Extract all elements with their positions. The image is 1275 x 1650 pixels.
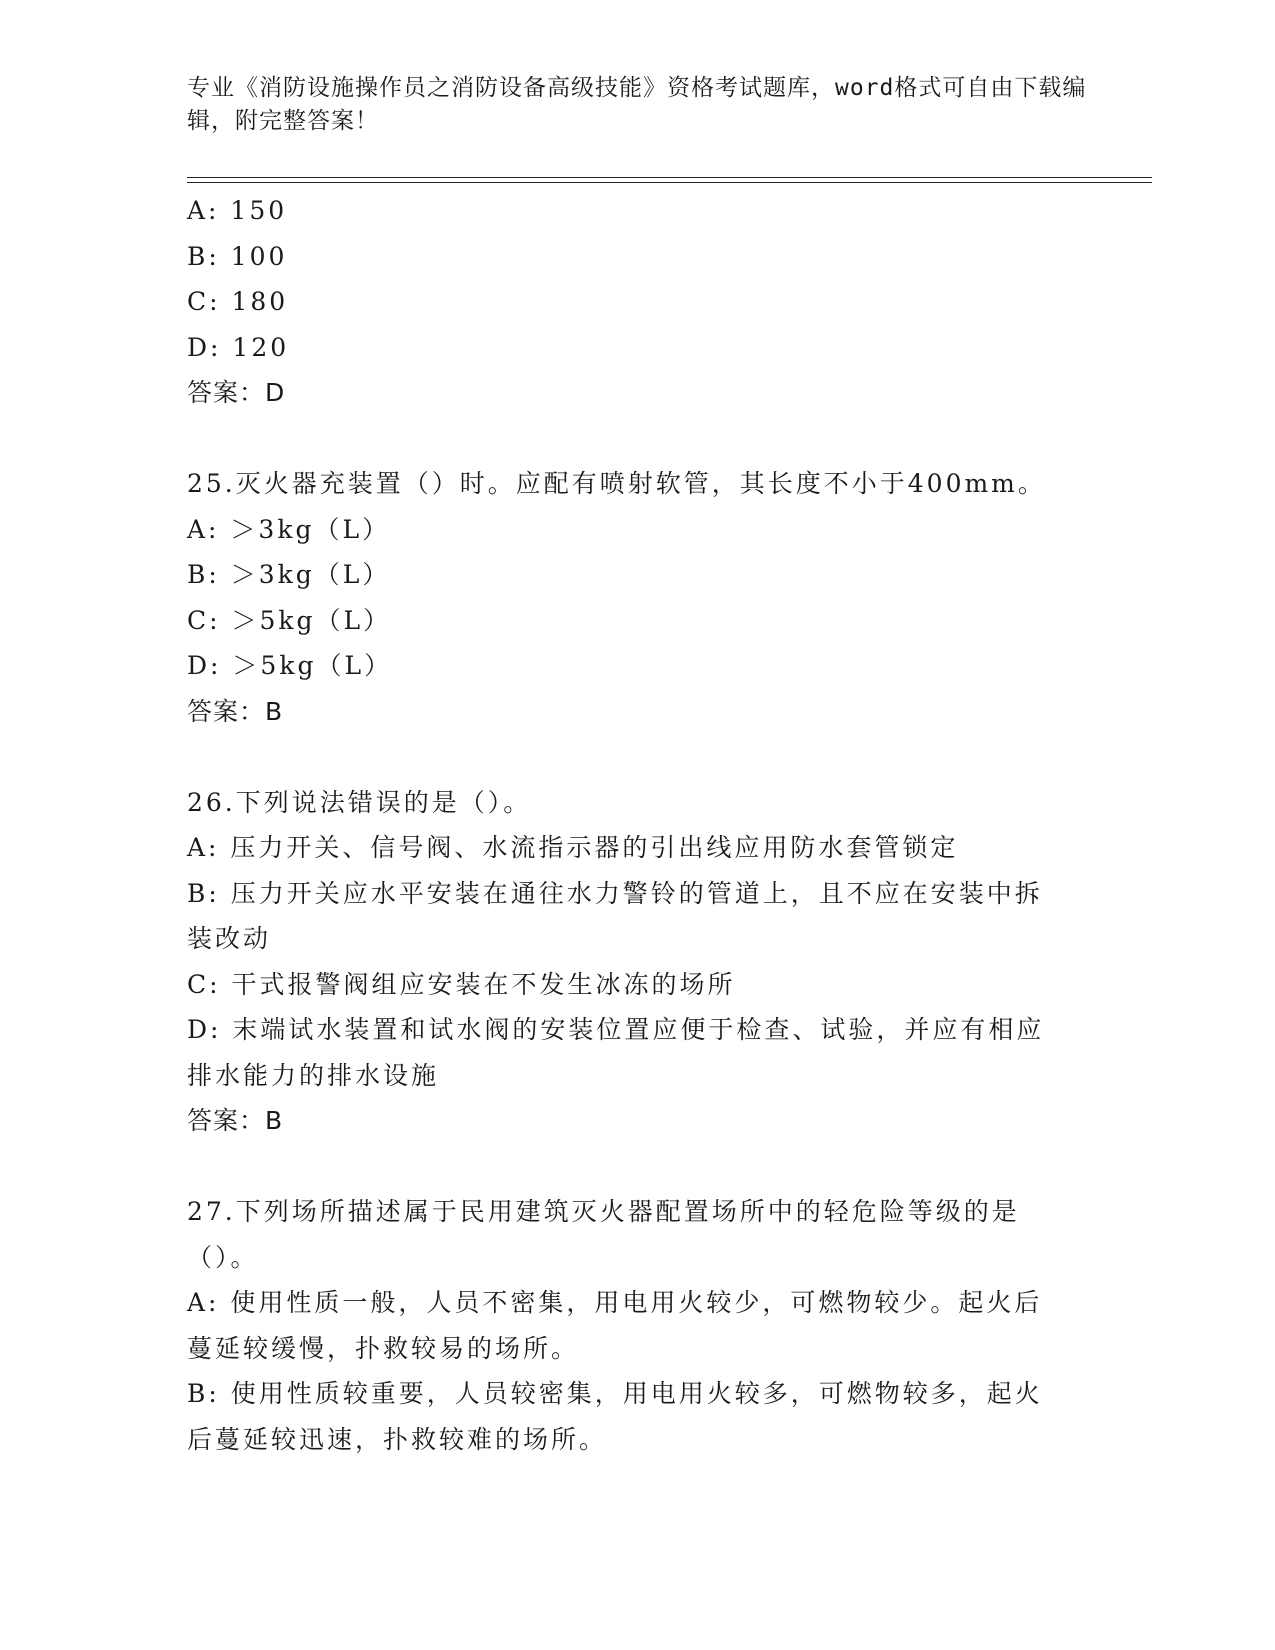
option-line: D: 末端试水装置和试水阀的安装位置应便于检查、试验，并应有相应排水能力的排水设施	[187, 1015, 1045, 1090]
document-header: 专业《消防设施操作员之消防设备高级技能》资格考试题库，word格式可自由下载编辑，附完整答案！	[187, 75, 1087, 134]
spacer	[187, 734, 1067, 780]
option-line: B: 使用性质较重要，人员较密集，用电用火较多，可燃物较多，起火后蔓延较迅速，扑救较难的场所。	[187, 1379, 1043, 1454]
option-line: C: 干式报警阀组应安装在不发生冰冻的场所	[187, 969, 736, 999]
option-line: D: 120	[187, 332, 290, 362]
option-line: B: ＞3kg（L）	[187, 560, 391, 589]
question-text: 25.灭火器充装置（）时。应配有喷射软管，其长度不小于400mm。	[187, 469, 1046, 498]
option-line: A: 150	[187, 196, 288, 225]
option-line: C: ＞5kg（L）	[187, 605, 392, 635]
question-text: 26.下列说法错误的是（）。	[187, 787, 532, 817]
answer-line: 答案：B	[187, 1106, 284, 1135]
question-text: 27.下列场所描述属于民用建筑灭火器配置场所中的轻危险等级的是（）。	[187, 1197, 1020, 1272]
option-line: A: ＞3kg（L）	[187, 514, 391, 544]
option-line: B: 压力开关应水平安装在通往水力警铃的管道上，且不应在安装中拆装改动	[187, 878, 1043, 953]
option-line: C: 180	[187, 287, 289, 316]
option-line: A: 使用性质一般，人员不密集，用电用火较少，可燃物较少。起火后蔓延较缓慢，扑救较易的场所。	[187, 1288, 1043, 1363]
answer-line: 答案：D	[187, 378, 286, 407]
option-line: D: ＞5kg（L）	[187, 651, 393, 680]
answer-line: 答案：B	[187, 696, 284, 726]
header-divider-top	[187, 177, 1152, 178]
spacer	[187, 416, 1067, 462]
header-divider-bottom	[187, 182, 1152, 183]
option-line: A: 压力开关、信号阀、水流指示器的引出线应用防水套管锁定	[187, 833, 959, 862]
spacer	[187, 1144, 1067, 1190]
question-content	[187, 188, 1067, 1462]
option-line: B: 100	[187, 241, 288, 271]
